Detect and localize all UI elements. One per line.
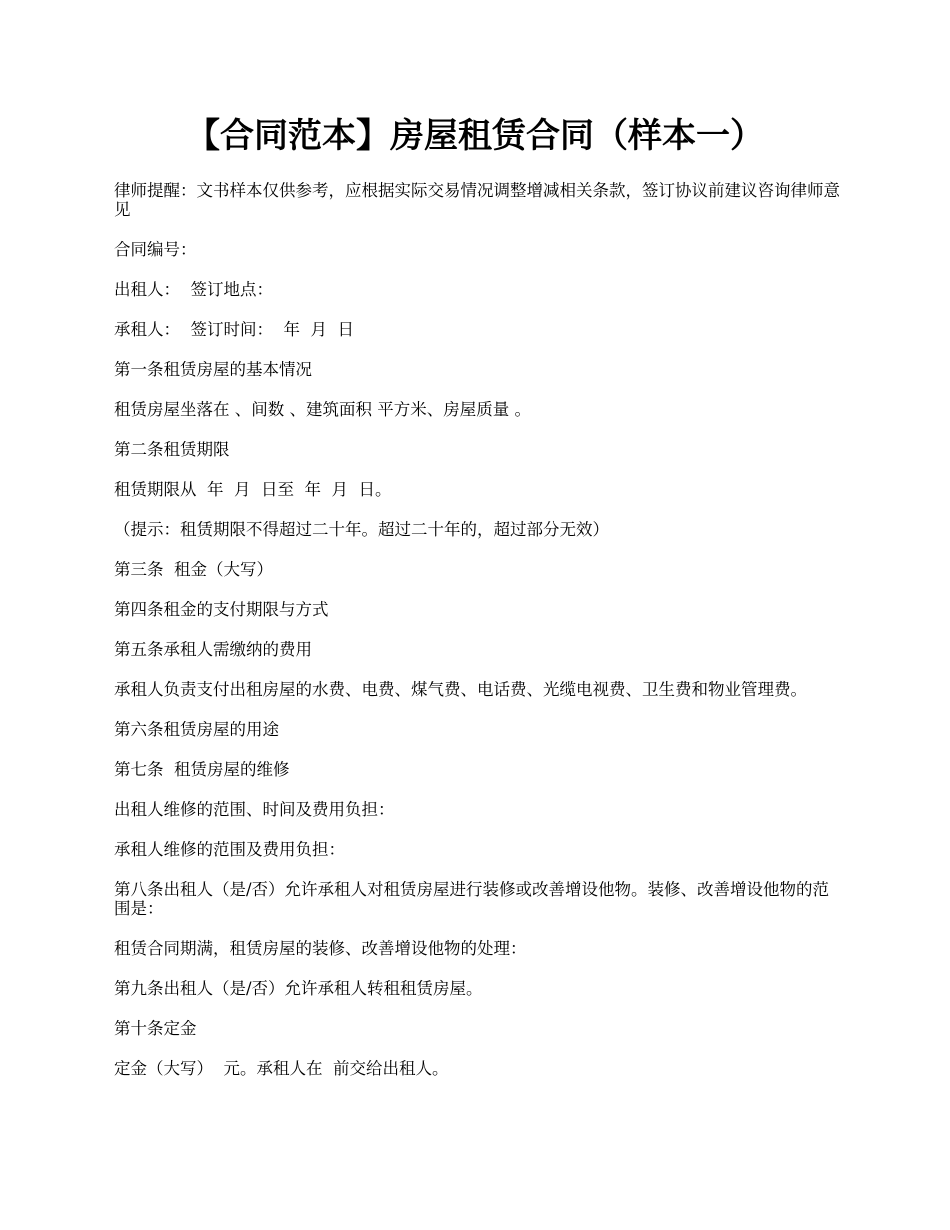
article-8-body: 第八条出租人（是/否）允许承租人对租赁房屋进行装修或改善增设他物。装修、改善增设他物的范围是：	[114, 880, 830, 918]
article-1-heading: 第一条租赁房屋的基本情况	[114, 360, 312, 379]
article-6-heading: 第六条租赁房屋的用途	[114, 720, 279, 739]
article-7-lessee-repair: 承租人维修的范围及费用负担：	[114, 840, 345, 859]
article-5-heading: 第五条承租人需缴纳的费用	[114, 640, 312, 659]
lessee-line: 承租人： 签订时间： 年 月 日	[114, 320, 354, 339]
article-1-body: 租赁房屋坐落在 、间数 、建筑面积 平方米、房屋质量 。	[114, 400, 531, 419]
article-10-body: 定金（大写） 元。承租人在 前交给出租人。	[114, 1059, 449, 1078]
article-7-heading: 第七条 租赁房屋的维修	[114, 760, 290, 779]
contract-number-line: 合同编号：	[114, 240, 197, 259]
article-4-heading: 第四条租金的支付期限与方式	[114, 600, 329, 619]
lawyer-reminder-paragraph: 律师提醒：文书样本仅供参考，应根据实际交易情况调整增减相关条款，签订协议前建议咨询律师意见	[114, 181, 840, 219]
document-body	[114, 181, 842, 1099]
article-8-expiry: 租赁合同期满，租赁房屋的装修、改善增设他物的处理：	[114, 939, 527, 958]
lessor-line: 出租人： 签订地点：	[114, 280, 273, 299]
article-3-heading: 第三条 租金（大写）	[114, 560, 273, 579]
document-title: 【合同范本】房屋租赁合同（样本一）	[186, 116, 764, 156]
article-2-heading: 第二条租赁期限	[114, 440, 230, 459]
article-9-body: 第九条出租人（是/否）允许承租人转租租赁房屋。	[114, 979, 483, 998]
article-10-heading: 第十条定金	[114, 1019, 197, 1038]
article-5-body: 承租人负责支付出租房屋的水费、电费、煤气费、电话费、光缆电视费、卫生费和物业管理费。	[114, 680, 807, 699]
article-2-note: （提示：租赁期限不得超过二十年。超过二十年的，超过部分无效）	[114, 520, 609, 539]
article-7-lessor-repair: 出租人维修的范围、时间及费用负担：	[114, 800, 395, 819]
article-2-body: 租赁期限从 年 月 日至 年 月 日。	[114, 480, 392, 499]
